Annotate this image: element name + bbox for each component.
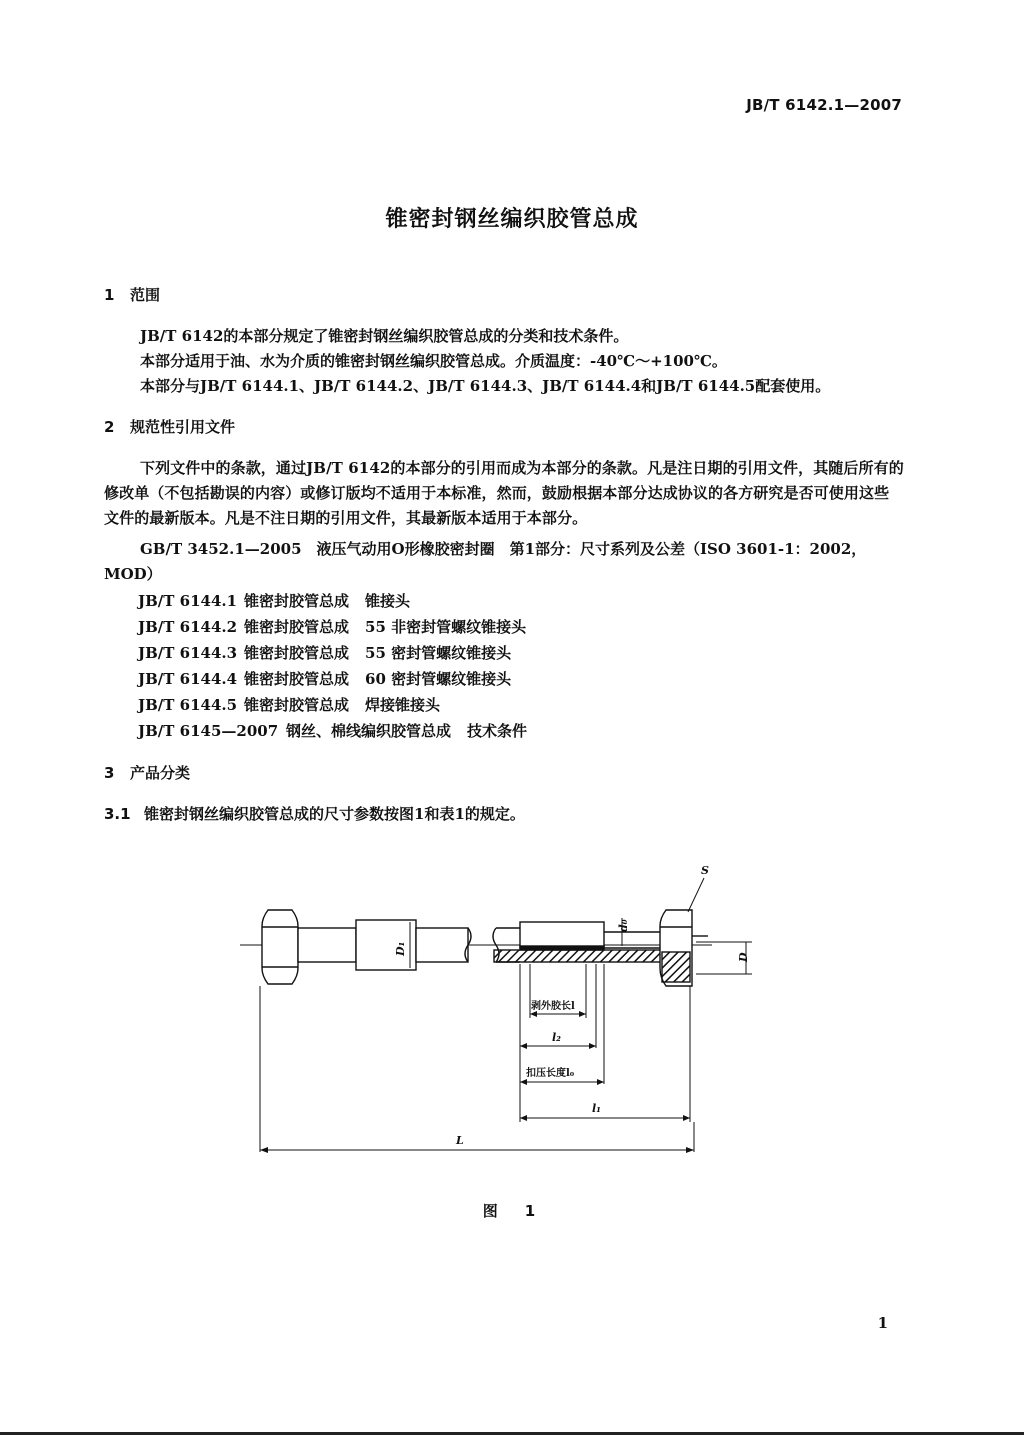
label-l: 剥外胶长l xyxy=(531,1001,575,1012)
reference-code: JB/T 6144.5 xyxy=(138,696,238,714)
reference-subtitle: 锥接头 xyxy=(365,592,411,610)
reference-name: 锥密封胶管总成 xyxy=(244,644,350,662)
page-number: 1 xyxy=(877,1314,888,1332)
clause-number: 3.1 xyxy=(104,805,131,823)
section-title: 产品分类 xyxy=(130,764,191,782)
gb-reference: GB/T 3452.1—2005 液压气动用O形橡胶密封圈 第1部分：尺寸系列及公差（ISO 3601-1：2002，MOD） xyxy=(104,540,867,583)
reference-name: 锥密封胶管总成 xyxy=(244,618,350,636)
section-number: 3 xyxy=(104,764,115,782)
reference-subtitle: 55 非密封管螺纹锥接头 xyxy=(365,618,527,636)
label-l2: l₂ xyxy=(552,1031,561,1044)
label-d0: d₀ xyxy=(617,919,630,932)
reference-code: JB/T 6144.2 xyxy=(138,618,238,636)
reference-code: JB/T 6145—2007 xyxy=(138,722,279,740)
section-number: 1 xyxy=(104,286,115,304)
scope-line-2: 本部分适用于油、水为介质的锥密封钢丝编织胶管总成。介质温度：-40℃～+100℃。 xyxy=(140,352,727,370)
clause-text: 锥密封钢丝编织胶管总成的尺寸参数按图1和表1的规定。 xyxy=(144,805,525,823)
reference-code: JB/T 6144.1 xyxy=(138,592,238,610)
label-d1: D₁ xyxy=(394,941,407,956)
section-number: 2 xyxy=(104,418,115,436)
document-title: 锥密封钢丝编织胶管总成 xyxy=(385,207,639,232)
right-ferrule xyxy=(520,922,604,948)
reference-subtitle: 55 密封管螺纹锥接头 xyxy=(365,644,512,662)
scan-edge-divider xyxy=(0,1432,1024,1435)
label-total-length: L xyxy=(456,1134,464,1147)
reference-name: 锥密封胶管总成 xyxy=(244,696,350,714)
figure-caption: 图 1 xyxy=(482,1202,542,1220)
label-l0: 扣压长度l₀ xyxy=(526,1068,575,1079)
reference-subtitle: 焊接锥接头 xyxy=(365,696,441,714)
section-title: 规范性引用文件 xyxy=(130,418,236,436)
right-hex-nut xyxy=(660,910,692,986)
label-s: S xyxy=(701,864,709,877)
reference-name: 锥密封胶管总成 xyxy=(244,592,350,610)
label-l1: l₁ xyxy=(592,1102,601,1115)
references-intro: 下列文件中的条款，通过JB/T 6142的本部分的引用而成为本部分的条款。凡是注日期的引用文件，其随后所有的修改单（不包括勘误的内容）或修订版均不适用于本标准，然而，鼓励根据本部分达成协议的各方研究是否可使用这些文件的最新版本。凡是不注日期的引用文件，其最新版本适用于本部分。 xyxy=(104,459,904,527)
scope-line-1: JB/T 6142的本部分规定了锥密封钢丝编织胶管总成的分类和技术条件。 xyxy=(140,327,629,345)
reference-subtitle: 技术条件 xyxy=(467,722,528,740)
reference-name: 钢丝、棉线编织胶管总成 xyxy=(286,722,452,740)
left-ferrule xyxy=(356,920,416,970)
reference-code: JB/T 6144.4 xyxy=(138,670,238,688)
reference-name: 锥密封胶管总成 xyxy=(244,670,350,688)
label-d: D xyxy=(737,952,750,962)
scope-line-3: 本部分与JB/T 6144.1、JB/T 6144.2、JB/T 6144.3、JB/T 6144.4和JB/T 6144.5配套使用。 xyxy=(140,377,831,395)
left-hex-nut xyxy=(262,910,298,984)
section-title: 范围 xyxy=(130,286,161,304)
reference-code: JB/T 6144.3 xyxy=(138,644,238,662)
reference-subtitle: 60 密封管螺纹锥接头 xyxy=(365,670,512,688)
standard-number: JB/T 6142.1—2007 xyxy=(746,96,902,114)
